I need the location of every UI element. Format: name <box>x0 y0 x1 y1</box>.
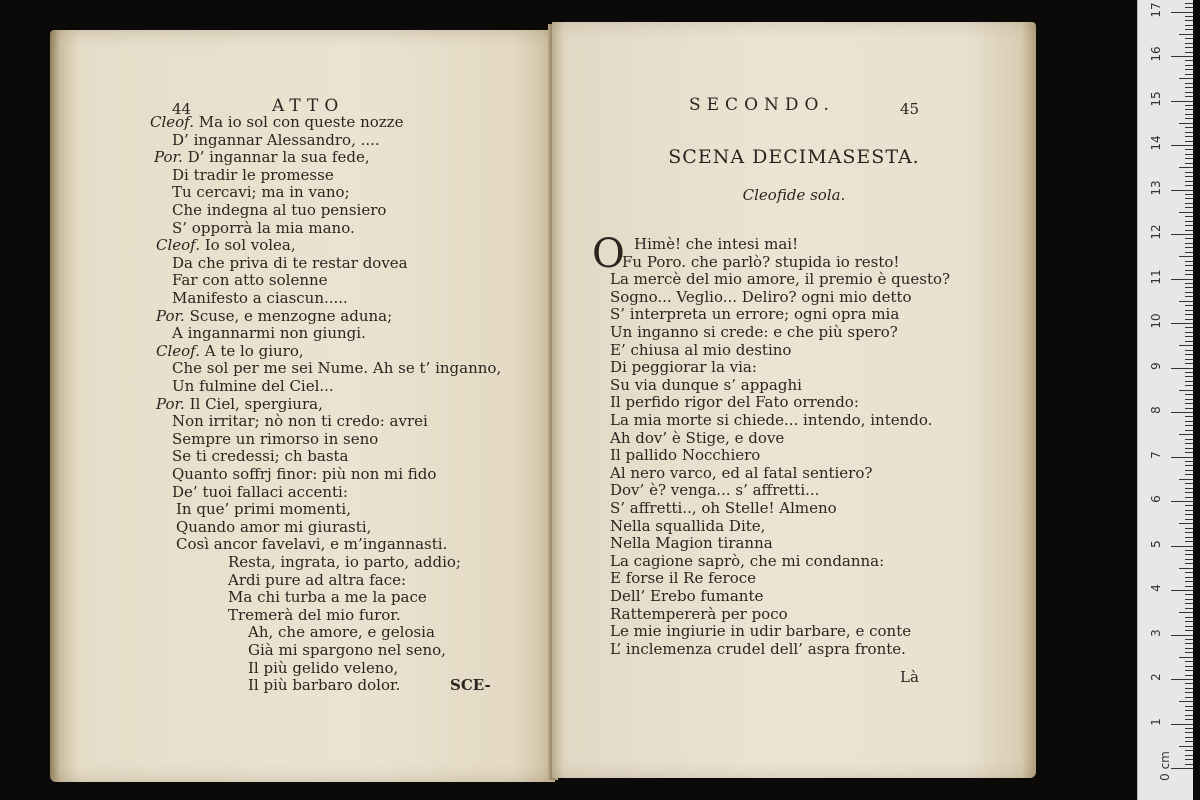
line-text: Da che priva di te restar dovea <box>172 253 408 272</box>
ruler-tick <box>1185 243 1193 244</box>
ruler-tick <box>1185 559 1193 560</box>
ruler-label: 11 <box>1149 268 1163 285</box>
ruler-tick <box>1185 465 1193 466</box>
left-page <box>50 30 555 782</box>
ruler-tick <box>1185 461 1193 462</box>
ruler-tick <box>1171 546 1193 547</box>
ruler-tick <box>1179 657 1193 658</box>
ruler-tick <box>1179 523 1193 524</box>
line-text: Il Ciel, spergiura, <box>184 394 323 413</box>
ruler-tick <box>1185 572 1193 573</box>
ruler-tick <box>1185 69 1193 70</box>
ruler-tick <box>1185 586 1193 587</box>
right-text-line: Il perfido rigor del Fato orrendo: <box>610 393 859 412</box>
ruler-tick <box>1185 336 1193 337</box>
ruler-tick <box>1179 612 1193 613</box>
ruler-tick <box>1185 639 1193 640</box>
ruler-tick <box>1185 270 1193 271</box>
ruler-tick <box>1185 359 1193 360</box>
left-text-line <box>228 606 401 624</box>
line-text: Se ti credessi; ch basta <box>172 447 349 466</box>
line-text: S’ opporrà la mia mano. <box>172 218 355 237</box>
ruler-tick <box>1185 60 1193 61</box>
left-text-line <box>156 307 392 325</box>
left-text-line <box>172 483 348 501</box>
line-text: A te lo giuro, <box>199 341 304 360</box>
right-page <box>552 22 1036 778</box>
line-text: Far con atto solenne <box>172 271 328 290</box>
ruler-tick <box>1171 768 1193 769</box>
left-text-line <box>156 395 323 413</box>
left-text-line <box>172 412 428 430</box>
left-text-line <box>172 201 386 219</box>
left-text-line <box>228 553 461 571</box>
left-text-line <box>228 588 427 606</box>
ruler-tick <box>1185 541 1193 542</box>
line-text: Che indegna al tuo pensiero <box>172 201 387 219</box>
left-text-line <box>172 254 408 272</box>
ruler-tick <box>1185 87 1193 88</box>
ruler-tick <box>1185 563 1193 564</box>
ruler-tick <box>1185 372 1193 373</box>
right-text-line: L’ inclemenza crudel dell’ aspra fronte. <box>610 639 906 658</box>
ruler-tick <box>1179 390 1193 391</box>
ruler-tick <box>1185 528 1193 529</box>
line-text: Quando amor mi giurasti, <box>176 517 372 536</box>
ruler-tick <box>1185 737 1193 738</box>
right-text-line: E’ chiusa al mio destino <box>610 340 792 359</box>
right-text-line: E forse il Re feroce <box>610 569 757 588</box>
ruler-tick <box>1185 488 1193 489</box>
ruler-tick <box>1185 136 1193 137</box>
ruler-tick <box>1185 452 1193 453</box>
ruler-tick <box>1185 537 1193 538</box>
ruler-tick <box>1171 323 1193 324</box>
line-text: Così ancor favelavi, e m’ingannasti. <box>176 535 448 554</box>
ruler-tick <box>1185 47 1193 48</box>
right-text-line: Al nero varco, ed al fatal sentiero? <box>610 463 873 482</box>
ruler-tick <box>1185 648 1193 649</box>
right-text-line: Nella Magion tiranna <box>610 534 773 553</box>
speaker-label: Por. <box>154 148 183 167</box>
right-text-line: La cagione saprò, che mi condanna: <box>610 551 885 570</box>
left-running-head: ATTO <box>272 96 345 116</box>
ruler-tick <box>1171 145 1193 146</box>
ruler-tick <box>1185 29 1193 30</box>
ruler-tick <box>1185 207 1193 208</box>
ruler-tick <box>1185 666 1193 667</box>
left-text-line <box>248 641 446 659</box>
ruler-tick <box>1171 635 1193 636</box>
left-text-line <box>172 359 501 377</box>
ruler-tick <box>1185 439 1193 440</box>
ruler-tick <box>1185 203 1193 204</box>
ruler-tick <box>1185 38 1193 39</box>
left-text-line <box>176 518 371 536</box>
ruler-tick <box>1185 105 1193 106</box>
ruler-tick <box>1185 581 1193 582</box>
left-text-line <box>172 289 348 307</box>
ruler-tick <box>1185 483 1193 484</box>
ruler-tick <box>1185 149 1193 150</box>
drop-cap: O <box>592 231 625 277</box>
right-text-line: La mercè del mio amore, il premio è questo? <box>610 270 951 289</box>
right-text-line: Su via dunque s’ appaghi <box>610 375 802 394</box>
ruler-tick <box>1171 590 1193 591</box>
ruler-tick <box>1185 141 1193 142</box>
ruler-label: 15 <box>1149 90 1163 107</box>
scene-subtitle: Cleofide sola. <box>742 186 846 204</box>
line-text: Manifesto a ciascun..... <box>172 289 348 307</box>
ruler-label: 8 <box>1149 406 1163 414</box>
left-text-line <box>176 535 447 553</box>
ruler-tick <box>1185 715 1193 716</box>
ruler-tick <box>1185 608 1193 609</box>
speaker-label: Por. <box>156 306 185 325</box>
ruler-tick <box>1179 479 1193 480</box>
ruler-tick <box>1185 688 1193 689</box>
left-text-line <box>172 219 355 237</box>
ruler-tick <box>1185 706 1193 707</box>
ruler-tick <box>1185 683 1193 684</box>
ruler-tick <box>1185 519 1193 520</box>
ruler-tick <box>1185 65 1193 66</box>
ruler-tick <box>1179 34 1193 35</box>
ruler-tick <box>1171 190 1193 191</box>
right-catchword: Là <box>900 668 919 686</box>
ruler-tick <box>1185 621 1193 622</box>
right-text-line: Il pallido Nocchiero <box>610 446 761 465</box>
ruler-tick <box>1185 114 1193 115</box>
ruler-tick <box>1185 403 1193 404</box>
ruler-tick <box>1185 163 1193 164</box>
ruler-tick <box>1185 261 1193 262</box>
line-text: Tu cercavi; ma in vano; <box>172 183 350 202</box>
left-text-line <box>176 500 351 518</box>
ruler-tick <box>1171 501 1193 502</box>
left-text-line <box>248 659 398 677</box>
ruler-tick <box>1185 492 1193 493</box>
measuring-ruler <box>1137 0 1193 800</box>
ruler-tick <box>1179 123 1193 124</box>
right-text-line: Sogno... Veglio... Deliro? ogni mio detto <box>610 287 912 306</box>
ruler-tick <box>1185 296 1193 297</box>
ruler-tick <box>1185 443 1193 444</box>
ruler-tick <box>1185 710 1193 711</box>
ruler-tick <box>1185 643 1193 644</box>
ruler-tick <box>1179 78 1193 79</box>
left-text-line <box>248 676 400 694</box>
ruler-tick <box>1185 181 1193 182</box>
ruler-label: 17 <box>1149 1 1163 18</box>
ruler-tick <box>1171 56 1193 57</box>
ruler-tick <box>1185 319 1193 320</box>
line-text: Di tradir le promesse <box>172 165 334 184</box>
ruler-tick <box>1185 74 1193 75</box>
line-text: Ah, che amore, e gelosia <box>248 623 435 642</box>
ruler-tick <box>1185 448 1193 449</box>
ruler-tick <box>1185 497 1193 498</box>
ruler-tick <box>1185 510 1193 511</box>
ruler-label: 13 <box>1149 179 1163 196</box>
line-text: Ma io sol con queste nozze <box>193 113 404 131</box>
right-text-line: Dov’ è? venga... s’ affretti... <box>610 481 820 500</box>
ruler-tick <box>1185 408 1193 409</box>
ruler-tick <box>1185 332 1193 333</box>
ruler-label: 10 <box>1149 313 1163 329</box>
speaker-label: Por. <box>156 394 185 413</box>
ruler-tick <box>1185 755 1193 756</box>
ruler-tick <box>1179 568 1193 569</box>
ruler-tick <box>1185 83 1193 84</box>
ruler-tick <box>1185 287 1193 288</box>
left-text-line <box>248 623 435 641</box>
ruler-tick <box>1185 52 1193 53</box>
right-text-line: La mia morte si chiede... intendo, intendo. <box>610 411 933 429</box>
ruler-tick <box>1185 314 1193 315</box>
ruler-label: 2 <box>1149 673 1163 681</box>
line-text: Non irritar; nò non ti credo: avrei <box>172 412 428 431</box>
right-text-line: Nella squallida Dite, <box>610 516 766 535</box>
left-page-number: 44 <box>172 100 192 118</box>
ruler-tick <box>1185 25 1193 26</box>
ruler-tick <box>1185 198 1193 199</box>
scene-title: SCENA DECIMASESTA. <box>668 146 920 168</box>
ruler-tick <box>1185 310 1193 311</box>
right-text-line: Rattempererà per poco <box>610 604 788 623</box>
ruler-tick <box>1185 176 1193 177</box>
left-text-line <box>228 571 406 589</box>
ruler-tick <box>1185 92 1193 93</box>
ruler-tick <box>1179 256 1193 257</box>
left-catchword: SCE- <box>450 676 491 694</box>
ruler-tick <box>1185 154 1193 155</box>
ruler-tick <box>1171 234 1193 235</box>
ruler-tick <box>1185 327 1193 328</box>
ruler-label: 1 <box>1149 717 1163 726</box>
line-text: De’ tuoi fallaci accenti: <box>172 482 348 501</box>
line-text: Tremerà del mio furor. <box>228 605 401 624</box>
ruler-tick <box>1179 301 1193 302</box>
ruler-tick <box>1185 764 1193 765</box>
ruler-tick <box>1185 394 1193 395</box>
ruler-tick <box>1185 132 1193 133</box>
ruler-label: 6 <box>1149 495 1163 503</box>
ruler-tick <box>1185 514 1193 515</box>
ruler-tick <box>1185 194 1193 195</box>
ruler-tick <box>1185 216 1193 217</box>
right-text-line: Fu Poro. che parlò? stupida io resto! <box>622 252 900 271</box>
ruler-tick <box>1185 732 1193 733</box>
ruler-label: 16 <box>1149 46 1163 62</box>
line-text: D’ ingannar Alessandro, .... <box>172 130 380 149</box>
ruler-tick <box>1171 12 1193 13</box>
left-text-line <box>172 324 366 342</box>
ruler-tick <box>1185 603 1193 604</box>
left-text-line <box>150 113 403 131</box>
line-text: Un fulmine del Ciel... <box>172 377 334 395</box>
ruler-tick <box>1171 279 1193 280</box>
ruler-label: 5 <box>1149 539 1163 548</box>
ruler-tick <box>1185 221 1193 222</box>
ruler-tick <box>1185 385 1193 386</box>
left-text-line <box>154 148 370 166</box>
line-text: Il più gelido veleno, <box>248 658 399 677</box>
ruler-tick <box>1185 697 1193 698</box>
ruler-tick <box>1185 626 1193 627</box>
ruler-tick <box>1185 670 1193 671</box>
ruler-tick <box>1185 599 1193 600</box>
ruler-tick <box>1185 252 1193 253</box>
left-text-line <box>172 166 334 184</box>
ruler-tick <box>1185 594 1193 595</box>
right-text-line: Le mie ingiurie in udir barbare, e conte <box>610 622 912 641</box>
speaker-label: Cleof. <box>156 341 200 360</box>
right-text-line: Himè! che intesi mai! <box>634 235 799 253</box>
ruler-label: 3 <box>1149 628 1163 637</box>
ruler-tick <box>1171 679 1193 680</box>
right-text-line: S’ interpreta un errore; ogni opra mia <box>610 305 900 324</box>
ruler-label: 7 <box>1149 450 1163 459</box>
ruler-tick <box>1185 470 1193 471</box>
ruler-tick <box>1185 341 1193 342</box>
ruler-tick <box>1185 96 1193 97</box>
right-text-line: Un inganno si crede: e che più spero? <box>610 323 898 341</box>
ruler-tick <box>1185 350 1193 351</box>
line-text: A ingannarmi non giungi. <box>172 324 366 343</box>
ruler-tick <box>1185 430 1193 431</box>
ruler-tick <box>1185 719 1193 720</box>
ruler-tick <box>1185 692 1193 693</box>
ruler-tick <box>1185 265 1193 266</box>
left-text-line <box>172 377 334 395</box>
ruler-tick <box>1185 554 1193 555</box>
ruler-tick <box>1185 283 1193 284</box>
ruler-tick <box>1185 109 1193 110</box>
right-running-head: SECONDO. <box>689 95 835 115</box>
ruler-tick <box>1179 212 1193 213</box>
line-text: In que’ primi momenti, <box>176 500 351 519</box>
left-text-line <box>172 465 436 483</box>
ruler-tick <box>1185 305 1193 306</box>
line-text: Ma chi turba a me la pace <box>228 588 427 607</box>
ruler-label: 4 <box>1149 584 1163 592</box>
ruler-tick <box>1185 425 1193 426</box>
line-text: Scuse, e menzogne aduna; <box>184 306 393 325</box>
ruler-tick <box>1179 701 1193 702</box>
line-text: Sempre un rimorso in seno <box>172 429 379 448</box>
ruler-tick <box>1185 630 1193 631</box>
ruler-tick <box>1185 172 1193 173</box>
ruler-tick <box>1179 167 1193 168</box>
ruler-label: 9 <box>1149 361 1163 370</box>
ruler-tick <box>1185 728 1193 729</box>
right-page-number: 45 <box>900 100 920 118</box>
line-text: Già mi spargono nel seno, <box>248 641 446 659</box>
ruler-tick <box>1185 532 1193 533</box>
ruler-tick <box>1185 399 1193 400</box>
ruler-label: 12 <box>1149 224 1163 240</box>
speaker-label: Cleof. <box>156 236 200 255</box>
left-text-line <box>156 342 304 360</box>
ruler-tick <box>1185 274 1193 275</box>
left-text-line <box>172 271 328 289</box>
ruler-label: 0 cm <box>1158 751 1172 781</box>
ruler-tick <box>1185 7 1193 8</box>
ruler-tick <box>1179 345 1193 346</box>
ruler-tick <box>1171 412 1193 413</box>
ruler-tick <box>1171 724 1193 725</box>
ruler-tick <box>1185 16 1193 17</box>
ruler-tick <box>1185 43 1193 44</box>
ruler-tick <box>1185 376 1193 377</box>
left-text-line <box>172 430 378 448</box>
ruler-tick <box>1185 238 1193 239</box>
line-text: Resta, ingrata, io parto, addio; <box>228 553 461 571</box>
ruler-tick <box>1185 652 1193 653</box>
line-text: Il più barbaro dolor. <box>248 676 401 695</box>
ruler-tick <box>1179 746 1193 747</box>
left-text-line <box>172 183 350 201</box>
ruler-tick <box>1179 434 1193 435</box>
ruler-tick <box>1185 750 1193 751</box>
line-text: Che sol per me sei Nume. Ah se t’ inganno, <box>172 359 502 378</box>
ruler-tick <box>1171 457 1193 458</box>
ruler-tick <box>1185 292 1193 293</box>
right-text-line: Ah dov’ è Stige, e dove <box>610 428 785 447</box>
ruler-tick <box>1185 550 1193 551</box>
right-text-line: Di peggiorar la via: <box>610 358 757 377</box>
ruler-tick <box>1185 416 1193 417</box>
left-text-line <box>156 236 296 254</box>
ruler-tick <box>1185 363 1193 364</box>
line-text: Quanto soffrj finor: più non mi fido <box>172 465 437 483</box>
ruler-tick <box>1185 759 1193 760</box>
ruler-tick <box>1185 505 1193 506</box>
ruler-tick <box>1171 101 1193 102</box>
ruler-tick <box>1185 675 1193 676</box>
ruler-tick <box>1185 118 1193 119</box>
ruler-tick <box>1185 185 1193 186</box>
ruler-label: 14 <box>1149 135 1163 151</box>
ruler-tick <box>1185 381 1193 382</box>
ruler-tick <box>1185 158 1193 159</box>
ruler-tick <box>1185 354 1193 355</box>
ruler-tick <box>1185 20 1193 21</box>
ruler-tick <box>1185 225 1193 226</box>
left-text-line <box>172 131 380 149</box>
ruler-tick <box>1185 127 1193 128</box>
ruler-tick <box>1185 617 1193 618</box>
speaker-label: Cleof. <box>150 113 194 131</box>
ruler-tick <box>1185 3 1193 4</box>
ruler-tick <box>1185 661 1193 662</box>
ruler-tick <box>1185 230 1193 231</box>
line-text: Io sol volea, <box>199 236 296 255</box>
ruler-tick <box>1185 577 1193 578</box>
right-text-line: S’ affretti.., oh Stelle! Almeno <box>610 499 837 517</box>
left-text-line <box>172 447 349 465</box>
ruler-tick <box>1185 741 1193 742</box>
ruler-tick <box>1185 474 1193 475</box>
ruler-tick <box>1185 247 1193 248</box>
right-text-line: Dell’ Erebo fumante <box>610 587 764 605</box>
line-text: D’ ingannar la sua fede, <box>182 148 370 167</box>
ruler-tick <box>1185 421 1193 422</box>
ruler-tick <box>1171 368 1193 369</box>
line-text: Ardi pure ad altra face: <box>228 570 407 589</box>
